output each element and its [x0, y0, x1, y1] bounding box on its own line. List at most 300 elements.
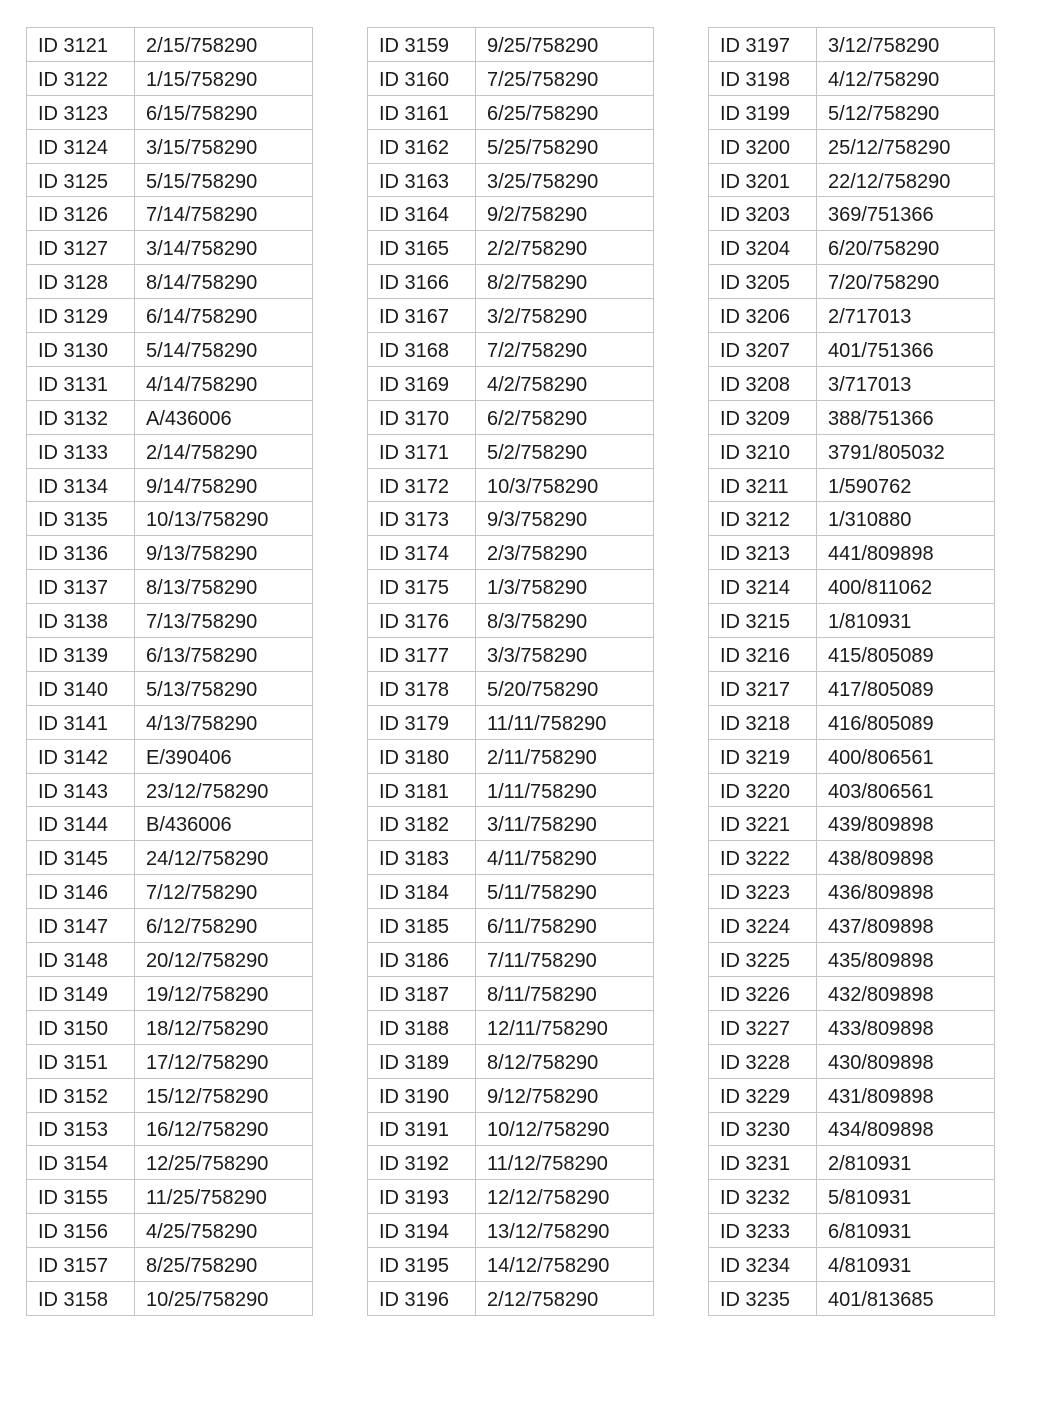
table-row: [709, 333, 995, 367]
table-row: [368, 739, 654, 773]
id-cell: ID 3198: [709, 61, 817, 95]
value-cell: 2/3/758290: [476, 536, 654, 570]
table-row: [368, 366, 654, 400]
table-row: [27, 604, 313, 638]
table-row: [709, 841, 995, 875]
value-cell: 16/12/758290: [135, 1112, 313, 1146]
id-cell: ID 3187: [368, 976, 476, 1010]
id-cell: ID 3154: [27, 1146, 135, 1180]
id-cell: ID 3232: [709, 1180, 817, 1214]
table-row: [27, 231, 313, 265]
id-cell: ID 3160: [368, 61, 476, 95]
value-cell: 10/25/758290: [135, 1281, 313, 1315]
id-cell: ID 3186: [368, 943, 476, 977]
value-cell: 8/14/758290: [135, 265, 313, 299]
value-cell: 12/25/758290: [135, 1146, 313, 1180]
id-cell: ID 3217: [709, 671, 817, 705]
value-cell: E/390406: [135, 739, 313, 773]
table-row: [27, 265, 313, 299]
table-row: [709, 299, 995, 333]
table-row: [368, 502, 654, 536]
value-cell: 7/11/758290: [476, 943, 654, 977]
id-cell: ID 3131: [27, 366, 135, 400]
table-row: [709, 28, 995, 62]
id-cell: ID 3172: [368, 468, 476, 502]
id-cell: ID 3159: [368, 28, 476, 62]
id-cell: ID 3151: [27, 1044, 135, 1078]
value-cell: 388/751366: [817, 400, 995, 434]
id-cell: ID 3124: [27, 129, 135, 163]
table-row: [27, 536, 313, 570]
id-cell: ID 3210: [709, 434, 817, 468]
id-cell: ID 3193: [368, 1180, 476, 1214]
id-cell: ID 3144: [27, 807, 135, 841]
table-row: [709, 1248, 995, 1282]
value-cell: 6/15/758290: [135, 95, 313, 129]
id-cell: ID 3123: [27, 95, 135, 129]
table-body: [27, 28, 313, 1316]
id-cell: ID 3219: [709, 739, 817, 773]
id-cell: ID 3166: [368, 265, 476, 299]
table-row: [27, 366, 313, 400]
value-cell: 5/15/758290: [135, 163, 313, 197]
value-cell: 11/11/758290: [476, 705, 654, 739]
value-cell: 25/12/758290: [817, 129, 995, 163]
id-cell: ID 3228: [709, 1044, 817, 1078]
id-cell: ID 3139: [27, 638, 135, 672]
id-table-1: [26, 27, 313, 1316]
value-cell: 7/2/758290: [476, 333, 654, 367]
id-cell: ID 3203: [709, 197, 817, 231]
table-row: [709, 129, 995, 163]
table-row: [368, 943, 654, 977]
value-cell: 7/14/758290: [135, 197, 313, 231]
table-row: [709, 604, 995, 638]
value-cell: 24/12/758290: [135, 841, 313, 875]
table-row: [27, 773, 313, 807]
value-cell: 6/20/758290: [817, 231, 995, 265]
id-cell: ID 3207: [709, 333, 817, 367]
value-cell: 4/11/758290: [476, 841, 654, 875]
value-cell: 2/2/758290: [476, 231, 654, 265]
value-cell: 6/25/758290: [476, 95, 654, 129]
table-row: [368, 129, 654, 163]
table-row: [709, 61, 995, 95]
value-cell: 434/809898: [817, 1112, 995, 1146]
id-cell: ID 3218: [709, 705, 817, 739]
table-row: [709, 231, 995, 265]
id-cell: ID 3214: [709, 570, 817, 604]
value-cell: 1/11/758290: [476, 773, 654, 807]
value-cell: 11/25/758290: [135, 1180, 313, 1214]
table-row: [368, 61, 654, 95]
value-cell: 5/12/758290: [817, 95, 995, 129]
value-cell: 6/2/758290: [476, 400, 654, 434]
value-cell: 7/13/758290: [135, 604, 313, 638]
id-cell: ID 3189: [368, 1044, 476, 1078]
table-row: [709, 1112, 995, 1146]
table-row: [368, 265, 654, 299]
value-cell: 400/806561: [817, 739, 995, 773]
table-row: [27, 976, 313, 1010]
value-cell: 5/14/758290: [135, 333, 313, 367]
id-cell: ID 3208: [709, 366, 817, 400]
table-row: [368, 705, 654, 739]
id-cell: ID 3235: [709, 1281, 817, 1315]
id-cell: ID 3169: [368, 366, 476, 400]
id-cell: ID 3145: [27, 841, 135, 875]
id-cell: ID 3141: [27, 705, 135, 739]
value-cell: 1/590762: [817, 468, 995, 502]
id-cell: ID 3192: [368, 1146, 476, 1180]
id-cell: ID 3125: [27, 163, 135, 197]
table-row: [27, 1180, 313, 1214]
value-cell: 5/20/758290: [476, 671, 654, 705]
table-row: [709, 773, 995, 807]
value-cell: 7/12/758290: [135, 875, 313, 909]
value-cell: 8/25/758290: [135, 1248, 313, 1282]
id-cell: ID 3129: [27, 299, 135, 333]
value-cell: 3/15/758290: [135, 129, 313, 163]
table-row: [368, 95, 654, 129]
value-cell: 20/12/758290: [135, 943, 313, 977]
value-cell: 3/2/758290: [476, 299, 654, 333]
value-cell: 401/751366: [817, 333, 995, 367]
id-cell: ID 3229: [709, 1078, 817, 1112]
id-cell: ID 3196: [368, 1281, 476, 1315]
value-cell: 2/810931: [817, 1146, 995, 1180]
id-cell: ID 3138: [27, 604, 135, 638]
id-cell: ID 3164: [368, 197, 476, 231]
id-cell: ID 3170: [368, 400, 476, 434]
id-cell: ID 3223: [709, 875, 817, 909]
id-cell: ID 3185: [368, 909, 476, 943]
value-cell: 2/11/758290: [476, 739, 654, 773]
table-row: [368, 1146, 654, 1180]
value-cell: 369/751366: [817, 197, 995, 231]
value-cell: 10/3/758290: [476, 468, 654, 502]
table-row: [368, 638, 654, 672]
id-cell: ID 3181: [368, 773, 476, 807]
table-row: [27, 502, 313, 536]
id-cell: ID 3168: [368, 333, 476, 367]
id-cell: ID 3137: [27, 570, 135, 604]
table-row: [709, 197, 995, 231]
id-cell: ID 3179: [368, 705, 476, 739]
value-cell: 15/12/758290: [135, 1078, 313, 1112]
value-cell: B/436006: [135, 807, 313, 841]
id-cell: ID 3191: [368, 1112, 476, 1146]
id-cell: ID 3126: [27, 197, 135, 231]
value-cell: 2/15/758290: [135, 28, 313, 62]
id-cell: ID 3225: [709, 943, 817, 977]
table-row: [27, 1281, 313, 1315]
value-cell: 2/12/758290: [476, 1281, 654, 1315]
id-cell: ID 3204: [709, 231, 817, 265]
value-cell: 3/12/758290: [817, 28, 995, 62]
table-row: [27, 129, 313, 163]
id-cell: ID 3194: [368, 1214, 476, 1248]
table-row: [709, 502, 995, 536]
id-cell: ID 3157: [27, 1248, 135, 1282]
value-cell: 5/25/758290: [476, 129, 654, 163]
id-cell: ID 3211: [709, 468, 817, 502]
table-row: [709, 163, 995, 197]
id-cell: ID 3182: [368, 807, 476, 841]
id-cell: ID 3161: [368, 95, 476, 129]
table-row: [368, 909, 654, 943]
id-cell: ID 3146: [27, 875, 135, 909]
id-cell: ID 3183: [368, 841, 476, 875]
value-cell: 4/810931: [817, 1248, 995, 1282]
value-cell: 432/809898: [817, 976, 995, 1010]
id-cell: ID 3190: [368, 1078, 476, 1112]
table-row: [709, 1044, 995, 1078]
id-cell: ID 3173: [368, 502, 476, 536]
table-row: [27, 739, 313, 773]
value-cell: 6/11/758290: [476, 909, 654, 943]
id-cell: ID 3231: [709, 1146, 817, 1180]
table-row: [27, 1146, 313, 1180]
table-row: [368, 197, 654, 231]
id-cell: ID 3142: [27, 739, 135, 773]
id-cell: ID 3205: [709, 265, 817, 299]
id-cell: ID 3163: [368, 163, 476, 197]
table-row: [709, 705, 995, 739]
id-cell: ID 3148: [27, 943, 135, 977]
value-cell: 416/805089: [817, 705, 995, 739]
id-cell: ID 3227: [709, 1010, 817, 1044]
value-cell: 4/14/758290: [135, 366, 313, 400]
table-row: [368, 773, 654, 807]
table-row: [368, 163, 654, 197]
table-row: [27, 570, 313, 604]
table-row: [368, 1010, 654, 1044]
id-cell: ID 3135: [27, 502, 135, 536]
value-cell: 1/3/758290: [476, 570, 654, 604]
table-row: [709, 1214, 995, 1248]
id-cell: ID 3188: [368, 1010, 476, 1044]
value-cell: 1/310880: [817, 502, 995, 536]
value-cell: 8/12/758290: [476, 1044, 654, 1078]
value-cell: 19/12/758290: [135, 976, 313, 1010]
value-cell: 3/25/758290: [476, 163, 654, 197]
table-row: [27, 671, 313, 705]
value-cell: 5/11/758290: [476, 875, 654, 909]
value-cell: 9/3/758290: [476, 502, 654, 536]
id-cell: ID 3147: [27, 909, 135, 943]
value-cell: 5/810931: [817, 1180, 995, 1214]
table-row: [27, 61, 313, 95]
id-cell: ID 3167: [368, 299, 476, 333]
value-cell: 401/813685: [817, 1281, 995, 1315]
table-row: [27, 95, 313, 129]
table-row: [368, 570, 654, 604]
value-cell: 2/14/758290: [135, 434, 313, 468]
table-row: [709, 570, 995, 604]
table-row: [709, 671, 995, 705]
value-cell: 9/2/758290: [476, 197, 654, 231]
id-cell: ID 3180: [368, 739, 476, 773]
id-cell: ID 3149: [27, 976, 135, 1010]
value-cell: 12/12/758290: [476, 1180, 654, 1214]
table-row: [368, 400, 654, 434]
table-row: [709, 943, 995, 977]
value-cell: 10/13/758290: [135, 502, 313, 536]
id-cell: ID 3212: [709, 502, 817, 536]
id-cell: ID 3201: [709, 163, 817, 197]
id-cell: ID 3130: [27, 333, 135, 367]
id-cell: ID 3195: [368, 1248, 476, 1282]
id-cell: ID 3176: [368, 604, 476, 638]
table-row: [368, 841, 654, 875]
id-cell: ID 3200: [709, 129, 817, 163]
value-cell: 441/809898: [817, 536, 995, 570]
id-cell: ID 3152: [27, 1078, 135, 1112]
value-cell: 4/13/758290: [135, 705, 313, 739]
table-row: [27, 434, 313, 468]
id-cell: ID 3206: [709, 299, 817, 333]
table-row: [368, 1281, 654, 1315]
table-row: [27, 468, 313, 502]
table-row: [709, 366, 995, 400]
value-cell: 9/25/758290: [476, 28, 654, 62]
id-cell: ID 3233: [709, 1214, 817, 1248]
id-cell: ID 3143: [27, 773, 135, 807]
table-row: [27, 909, 313, 943]
table-row: [709, 1010, 995, 1044]
table-row: [709, 976, 995, 1010]
id-cell: ID 3150: [27, 1010, 135, 1044]
table-row: [368, 807, 654, 841]
table-row: [368, 468, 654, 502]
table-row: [368, 976, 654, 1010]
table-row: [368, 1214, 654, 1248]
table-row: [27, 875, 313, 909]
id-cell: ID 3215: [709, 604, 817, 638]
id-cell: ID 3178: [368, 671, 476, 705]
value-cell: 3791/805032: [817, 434, 995, 468]
table-row: [709, 1078, 995, 1112]
table-row: [709, 434, 995, 468]
id-cell: ID 3224: [709, 909, 817, 943]
table-row: [27, 28, 313, 62]
id-cell: ID 3158: [27, 1281, 135, 1315]
id-cell: ID 3122: [27, 61, 135, 95]
value-cell: 1/15/758290: [135, 61, 313, 95]
id-cell: ID 3156: [27, 1214, 135, 1248]
id-cell: ID 3171: [368, 434, 476, 468]
value-cell: A/436006: [135, 400, 313, 434]
table-row: [368, 1112, 654, 1146]
value-cell: 11/12/758290: [476, 1146, 654, 1180]
value-cell: 417/805089: [817, 671, 995, 705]
value-cell: 6/12/758290: [135, 909, 313, 943]
value-cell: 18/12/758290: [135, 1010, 313, 1044]
id-cell: ID 3133: [27, 434, 135, 468]
value-cell: 3/11/758290: [476, 807, 654, 841]
value-cell: 4/12/758290: [817, 61, 995, 95]
table-row: [709, 95, 995, 129]
value-cell: 8/13/758290: [135, 570, 313, 604]
id-cell: ID 3222: [709, 841, 817, 875]
table-row: [368, 231, 654, 265]
table-row: [27, 400, 313, 434]
value-cell: 4/2/758290: [476, 366, 654, 400]
value-cell: 9/12/758290: [476, 1078, 654, 1112]
value-cell: 6/810931: [817, 1214, 995, 1248]
table-row: [709, 265, 995, 299]
value-cell: 9/14/758290: [135, 468, 313, 502]
table-row: [709, 638, 995, 672]
value-cell: 22/12/758290: [817, 163, 995, 197]
value-cell: 3/717013: [817, 366, 995, 400]
id-cell: ID 3177: [368, 638, 476, 672]
value-cell: 1/810931: [817, 604, 995, 638]
table-row: [27, 1248, 313, 1282]
table-row: [709, 1146, 995, 1180]
value-cell: 5/2/758290: [476, 434, 654, 468]
id-cell: ID 3165: [368, 231, 476, 265]
table-row: [368, 299, 654, 333]
value-cell: 7/25/758290: [476, 61, 654, 95]
value-cell: 431/809898: [817, 1078, 995, 1112]
value-cell: 8/11/758290: [476, 976, 654, 1010]
id-cell: ID 3175: [368, 570, 476, 604]
table-row: [27, 807, 313, 841]
table-row: [368, 1248, 654, 1282]
table-row: [27, 841, 313, 875]
value-cell: 437/809898: [817, 909, 995, 943]
table-row: [368, 333, 654, 367]
id-cell: ID 3197: [709, 28, 817, 62]
table-row: [27, 197, 313, 231]
id-cell: ID 3153: [27, 1112, 135, 1146]
id-cell: ID 3132: [27, 400, 135, 434]
table-row: [27, 1078, 313, 1112]
id-cell: ID 3127: [27, 231, 135, 265]
value-cell: 400/811062: [817, 570, 995, 604]
id-cell: ID 3184: [368, 875, 476, 909]
value-cell: 8/3/758290: [476, 604, 654, 638]
value-cell: 7/20/758290: [817, 265, 995, 299]
id-cell: ID 3221: [709, 807, 817, 841]
value-cell: 14/12/758290: [476, 1248, 654, 1282]
id-cell: ID 3155: [27, 1180, 135, 1214]
table-row: [368, 28, 654, 62]
table-row: [368, 875, 654, 909]
table-row: [368, 1180, 654, 1214]
id-cell: ID 3136: [27, 536, 135, 570]
value-cell: 403/806561: [817, 773, 995, 807]
value-cell: 12/11/758290: [476, 1010, 654, 1044]
value-cell: 3/14/758290: [135, 231, 313, 265]
table-row: [27, 1044, 313, 1078]
value-cell: 415/805089: [817, 638, 995, 672]
id-cell: ID 3128: [27, 265, 135, 299]
table-row: [27, 163, 313, 197]
table-row: [27, 638, 313, 672]
value-cell: 17/12/758290: [135, 1044, 313, 1078]
table-row: [27, 943, 313, 977]
id-cell: ID 3199: [709, 95, 817, 129]
id-cell: ID 3162: [368, 129, 476, 163]
table-body: [709, 28, 995, 1316]
table-row: [27, 1214, 313, 1248]
table-row: [368, 604, 654, 638]
table-row: [368, 536, 654, 570]
table-row: [368, 1044, 654, 1078]
